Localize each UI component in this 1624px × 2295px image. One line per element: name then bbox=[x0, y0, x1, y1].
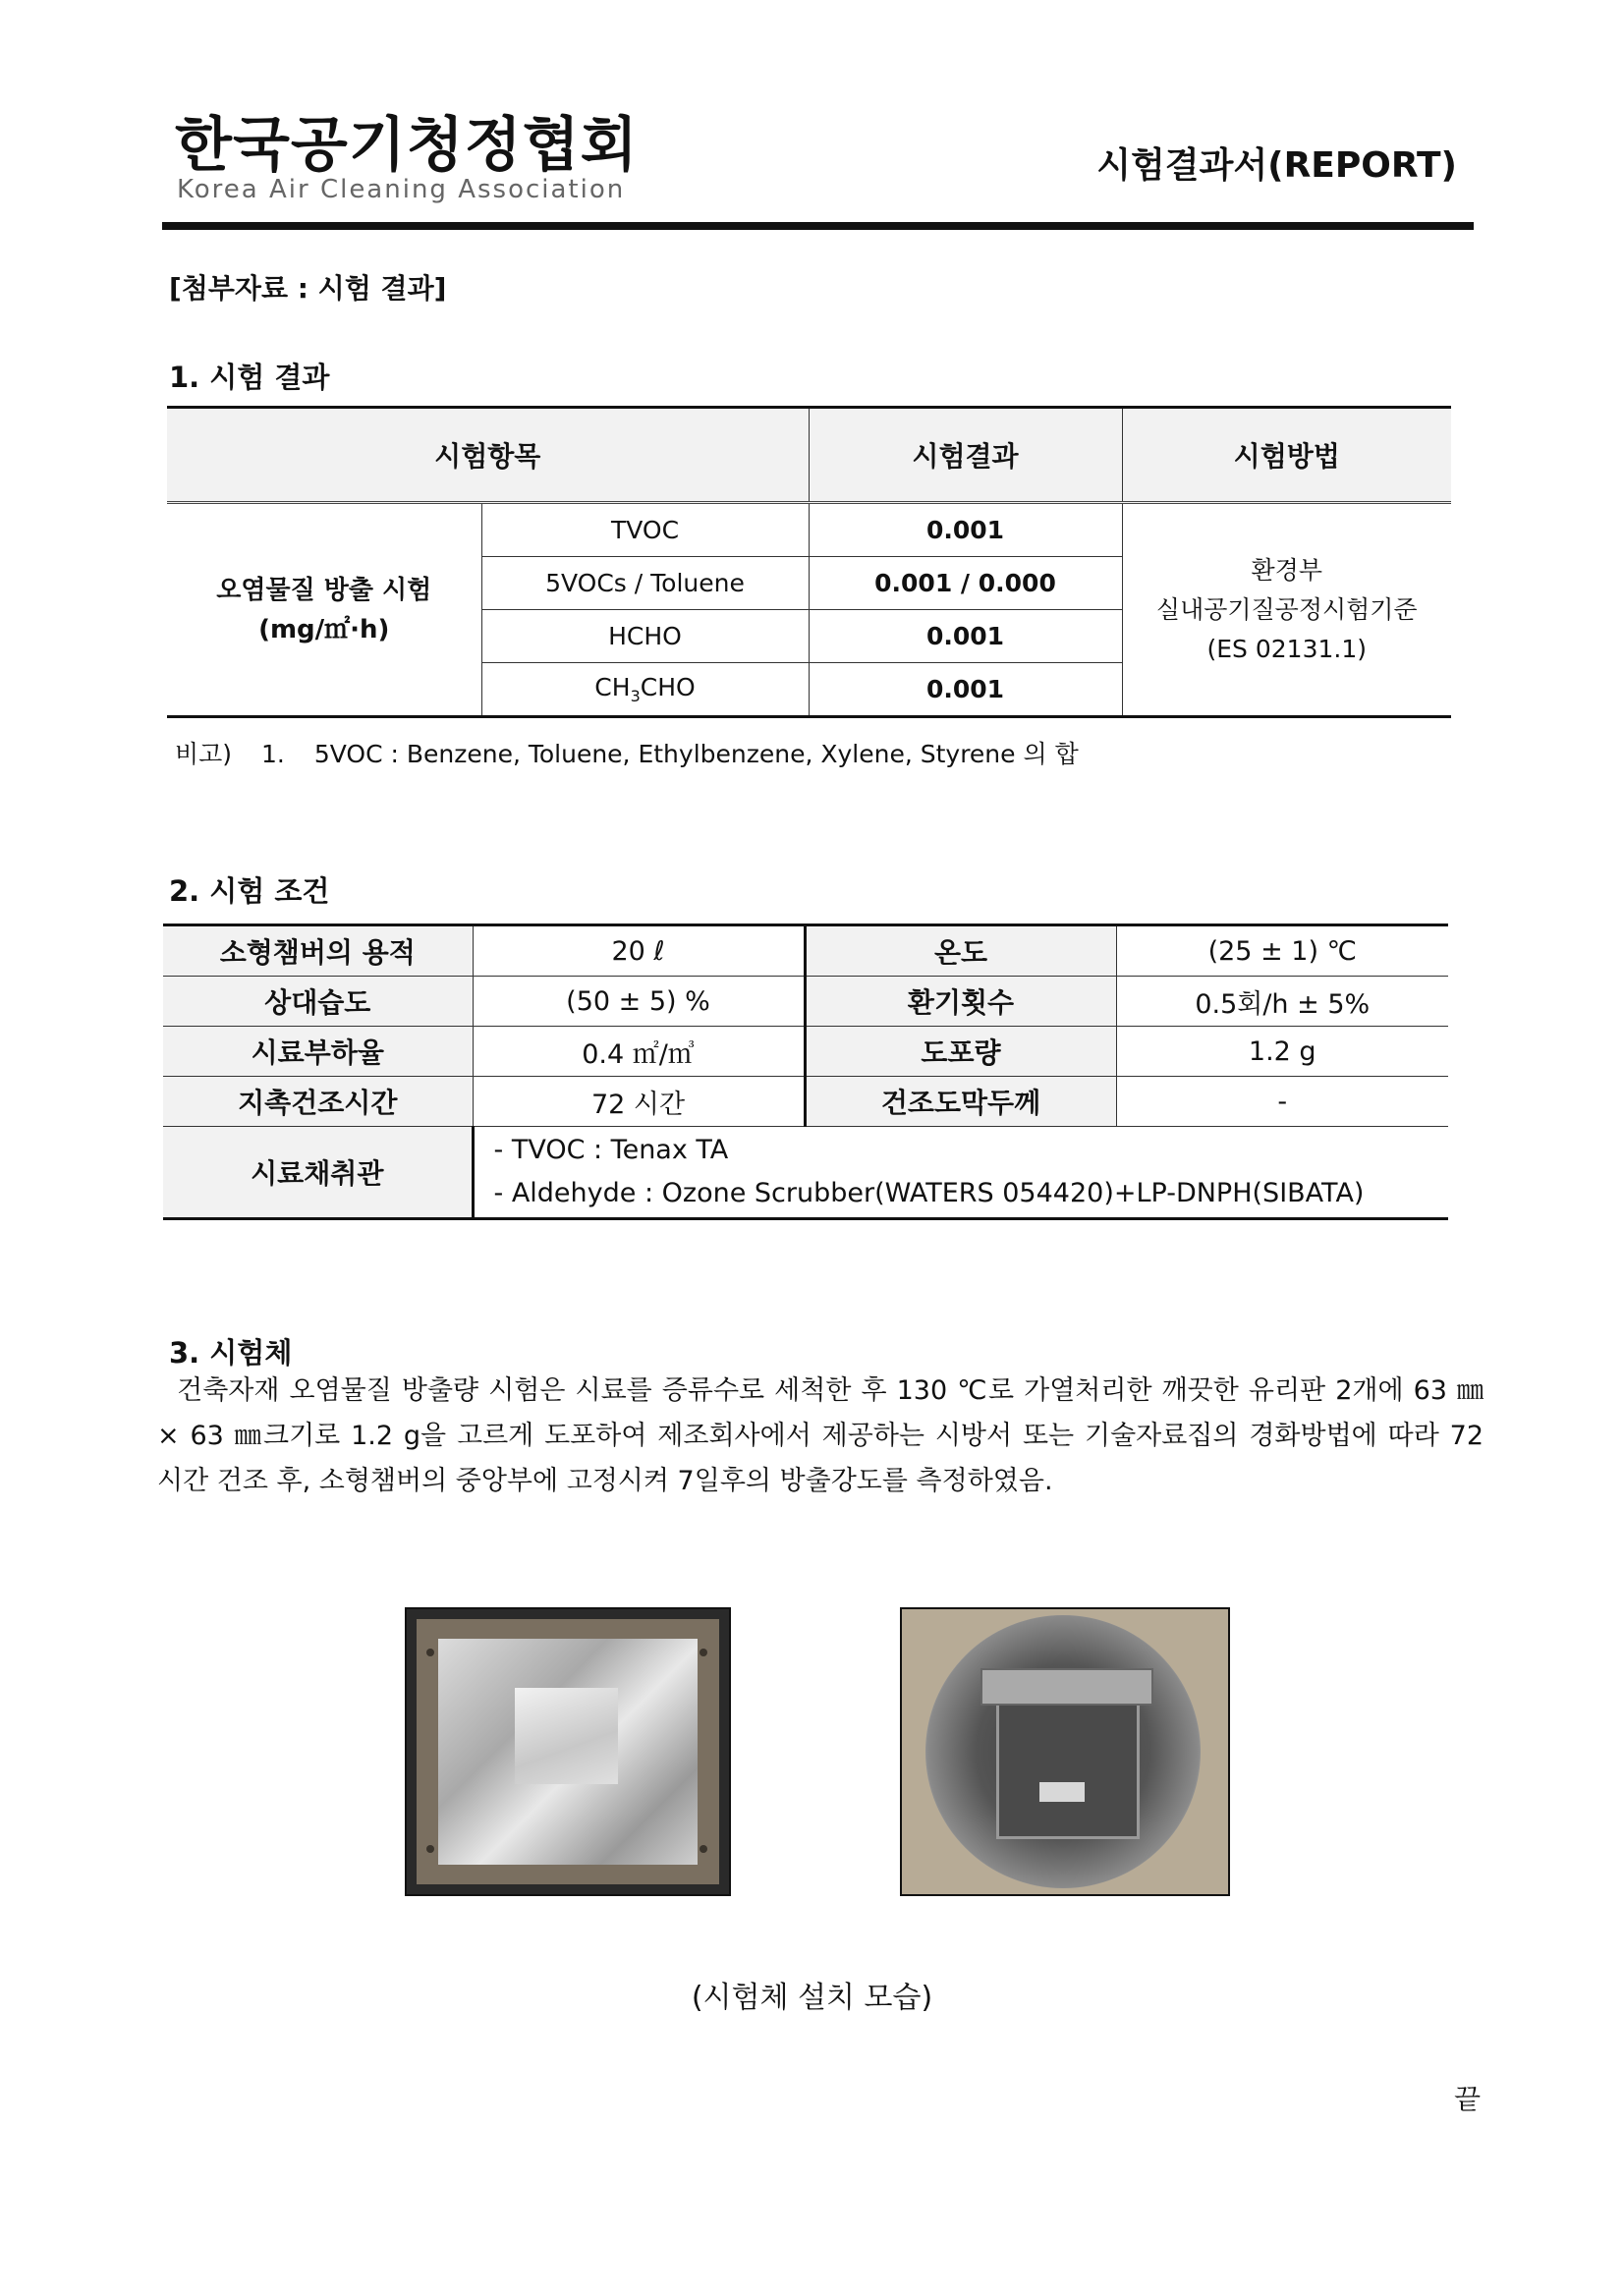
cond-value: 72 시간 bbox=[473, 1077, 805, 1127]
coated-sample bbox=[515, 1688, 618, 1784]
item-prefix: CH bbox=[594, 673, 631, 701]
note-label: 비고) bbox=[175, 740, 233, 768]
sample-holder bbox=[996, 1686, 1140, 1839]
org-subtitle: Korea Air Cleaning Association bbox=[177, 175, 626, 204]
item-suffix: CHO bbox=[640, 673, 696, 701]
cond-label: 지촉건조시간 bbox=[163, 1077, 473, 1127]
cond-label: 온도 bbox=[805, 925, 1116, 977]
result-cell: 0.001 bbox=[809, 503, 1122, 557]
cond-value: 0.5회/h ± 5% bbox=[1116, 977, 1448, 1027]
group-label-line1: 오염물질 방출 시험 bbox=[216, 575, 432, 605]
report-title: 시험결과서(REPORT) bbox=[1096, 145, 1457, 186]
result-cell: 0.001 / 0.000 bbox=[809, 557, 1122, 610]
table-row bbox=[163, 1127, 1448, 1219]
table-row bbox=[167, 503, 1451, 557]
frame-screw bbox=[426, 1845, 434, 1853]
conditions-table bbox=[163, 924, 1448, 1220]
section1-title: 1. 시험 결과 bbox=[169, 361, 330, 394]
result-cell: 0.001 bbox=[809, 663, 1122, 717]
end-mark: 끝 bbox=[1453, 2083, 1481, 2115]
cond-value: 1.2 g bbox=[1116, 1027, 1448, 1077]
table-row bbox=[163, 1027, 1448, 1077]
chamber-installation-photo bbox=[900, 1607, 1230, 1896]
item-subscript: 3 bbox=[630, 687, 641, 705]
method-line2: 실내공기질공정시험기준 bbox=[1155, 594, 1418, 624]
cond-label: 환기횟수 bbox=[805, 977, 1116, 1027]
note-number: 1. bbox=[261, 740, 285, 768]
cond-value: 0.4 ㎡/㎥ bbox=[473, 1027, 805, 1077]
cond-label: 소형챔버의 용적 bbox=[163, 925, 473, 977]
header-test-item: 시험항목 bbox=[167, 408, 809, 503]
item-cell: TVOC bbox=[481, 503, 809, 557]
holder-clamp bbox=[980, 1668, 1153, 1706]
section3-paragraph-text: 건축자재 오염물질 방출량 시험은 시료를 증류수로 세척한 후 130 ℃로 가열처리한 깨끗한 유리판 2개에 63 ㎜ × 63 ㎜크기로 1.2 g을 고르게 도포하여 제조회사에서 제공하는 시방서 또는 기술자료집의 경화방법에 따라 72 시간 건조 후, 소형챔버의 중앙부에 고정시켜 7일후의 방출강도를 측정하였음. bbox=[157, 1375, 1484, 1496]
section2-title: 2. 시험 조건 bbox=[169, 874, 330, 908]
cond-value: 20 ℓ bbox=[473, 925, 805, 977]
item-cell: 5VOCs / Toluene bbox=[481, 557, 809, 610]
cond-value: - bbox=[1116, 1077, 1448, 1127]
cond-label: 도포량 bbox=[805, 1027, 1116, 1077]
note bbox=[175, 735, 1100, 770]
org-name: 한국공기청정협회 bbox=[175, 111, 639, 180]
section3-title: 3. 시험체 bbox=[169, 1336, 293, 1370]
photo-caption: (시험체 설치 모습) bbox=[691, 1981, 933, 2015]
cond-label: 상대습도 bbox=[163, 977, 473, 1027]
cond-value: (25 ± 1) ℃ bbox=[1116, 925, 1448, 977]
header-test-method: 시험방법 bbox=[1122, 408, 1451, 503]
group-label bbox=[167, 503, 481, 717]
results-table bbox=[167, 406, 1451, 718]
group-label-line2: (mg/㎡·h) bbox=[258, 614, 390, 644]
table-row bbox=[163, 1077, 1448, 1127]
header-divider bbox=[162, 222, 1474, 230]
sampling-label: 시료채취관 bbox=[163, 1127, 473, 1219]
method-line3: (ES 02131.1) bbox=[1206, 634, 1367, 663]
sampling-line1: - TVOC : Tenax TA bbox=[493, 1135, 729, 1165]
header-test-result: 시험결과 bbox=[809, 408, 1122, 503]
table-row bbox=[163, 925, 1448, 977]
section3-paragraph bbox=[157, 1369, 1484, 1504]
note-text: 5VOC : Benzene, Toluene, Ethylbenzene, Xylene, Styrene 의 합 bbox=[313, 740, 1079, 768]
item-cell: HCHO bbox=[481, 610, 809, 663]
frame-screw bbox=[426, 1649, 434, 1656]
method-line1: 환경부 bbox=[1251, 555, 1322, 585]
method-cell bbox=[1122, 503, 1451, 717]
frame-screw bbox=[700, 1845, 707, 1853]
cond-value: (50 ± 5) % bbox=[473, 977, 805, 1027]
result-cell: 0.001 bbox=[809, 610, 1122, 663]
sampling-line2: - Aldehyde : Ozone Scrubber(WATERS 054420)+LP-DNPH(SIBATA) bbox=[493, 1178, 1365, 1208]
table-row bbox=[163, 977, 1448, 1027]
specimen-plate-photo bbox=[405, 1607, 731, 1896]
sampling-value bbox=[473, 1127, 1448, 1219]
cond-label: 시료부하율 bbox=[163, 1027, 473, 1077]
frame-screw bbox=[700, 1649, 707, 1656]
cond-label: 건조도막두께 bbox=[805, 1077, 1116, 1127]
item-cell bbox=[481, 663, 809, 717]
installed-sample bbox=[1039, 1782, 1085, 1802]
attachment-label: [첨부자료 : 시험 결과] bbox=[169, 272, 447, 305]
